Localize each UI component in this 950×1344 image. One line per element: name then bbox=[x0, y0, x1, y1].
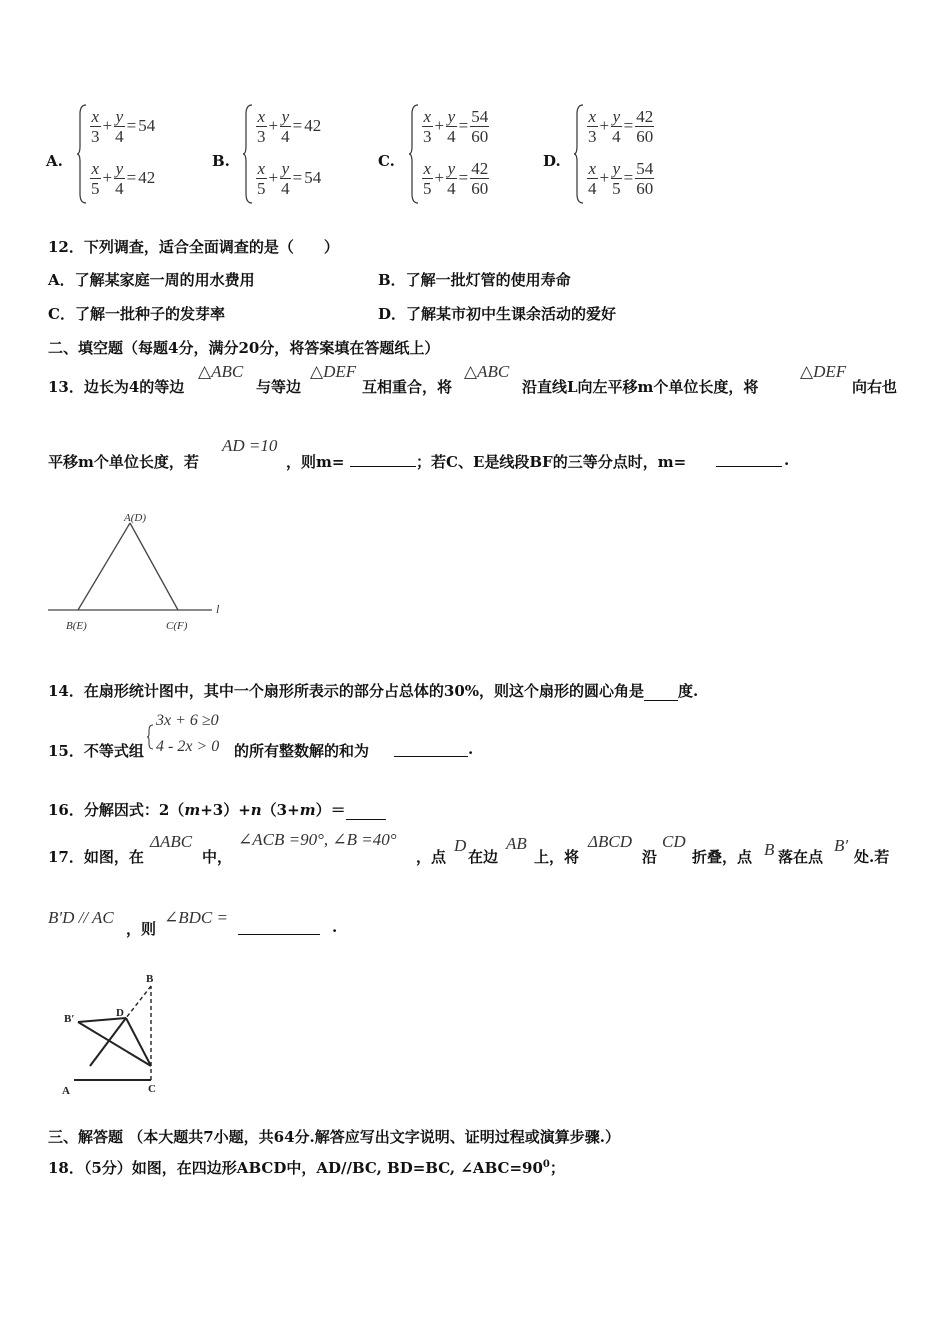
section-heading-solutions: 三、解答题 （本大题共7小题，共64分.解答应写出文字说明、证明过程或演算步骤.） bbox=[48, 1128, 620, 1146]
option-label: D. bbox=[543, 152, 561, 170]
q12-option-c[interactable]: C．了解一批种子的发芽率 bbox=[48, 305, 225, 323]
brace-icon bbox=[242, 104, 254, 204]
q12-option-b[interactable]: B．了解一批灯管的使用寿命 bbox=[378, 271, 571, 289]
q14: 14．在扇形统计图中，其中一个扇形所表示的部分占总体的30%，则这个扇形的圆心角是 度. bbox=[48, 682, 699, 700]
segment-d-a bbox=[90, 1018, 126, 1066]
label-a: A bbox=[62, 1085, 70, 1097]
option-d[interactable]: D. $\frac{x}{3}$ + $\frac{y}{4}$ = $\frac{42}{60}$ $\frac{x}{4}$ + $\frac{y}{5}$ = $\frac{54}{60}$ bbox=[543, 100, 693, 210]
brace-icon bbox=[408, 104, 420, 204]
q13-answer-blank-1[interactable] bbox=[350, 466, 416, 467]
brace-icon bbox=[146, 724, 154, 750]
label-be: B(E) bbox=[66, 620, 87, 632]
q13-line2: 平移m个单位长度，若 AD =10 ，则m= ；若C、E是线段BF的三等分点时，m= . bbox=[48, 436, 790, 471]
label-l: l bbox=[216, 602, 220, 616]
option-a[interactable]: A. $\frac{x}{3}$ + $\frac{y}{4}$ = 54 $\frac{x}{5}$ + $\frac{y}{4}$ = 42 bbox=[46, 100, 196, 210]
q12-option-a[interactable]: A．了解某家庭一周的用水费用 bbox=[48, 271, 255, 289]
q15-answer-blank[interactable] bbox=[394, 756, 468, 757]
q13-line1: 13．边长为4的等边 △ABC 与等边 △DEF 互相重合，将 △ABC 沿直线L向左平移m个单位长度，将 △DEF 向右也 bbox=[48, 362, 898, 396]
brace-icon bbox=[76, 104, 88, 204]
label-ad: A(D) bbox=[124, 512, 146, 524]
q14-answer-blank[interactable] bbox=[644, 682, 678, 701]
q16-answer-blank[interactable] bbox=[346, 801, 386, 820]
side-ac bbox=[130, 523, 178, 610]
q18-stem: 18．（5分）如图，在四边形ABCD中，AD//BC, BD=BC, $\angle ABC=90^0$； bbox=[48, 1159, 565, 1177]
label-d: D bbox=[116, 1007, 124, 1019]
label-bprime: B′ bbox=[64, 1013, 75, 1025]
q17-answer-blank[interactable] bbox=[238, 934, 320, 935]
option-label: C. bbox=[378, 152, 395, 170]
label-c: C bbox=[148, 1083, 156, 1095]
q17-line1: 17．如图，在 ΔABC 中， ∠ACB =90°, ∠B =40° ，点 D 在边 AB 上，将 ΔBCD 沿 CD 折叠，点 B 落在点 B′ 处.若 bbox=[48, 830, 890, 866]
option-c[interactable]: C. $\frac{x}{3}$ + $\frac{y}{4}$ = $\frac{54}{60}$ $\frac{x}{5}$ + $\frac{y}{4}$ = $\frac{42}{60}$ bbox=[378, 100, 528, 210]
q12-stem: 12．下列调查，适合全面调查的是（ ） bbox=[48, 238, 339, 256]
brace-icon bbox=[573, 104, 585, 204]
q15: 15．不等式组 3x + 6 ≥0 4 - 2x > 0 的所有整数解的和为 . bbox=[48, 712, 474, 760]
option-label: B. bbox=[212, 152, 230, 170]
q17-fold-figure bbox=[56, 968, 176, 1098]
label-b: B bbox=[146, 973, 154, 985]
side-ab bbox=[78, 523, 130, 610]
option-label: A. bbox=[46, 152, 63, 170]
segment-bd bbox=[126, 986, 151, 1018]
section-heading-fill-in: 二、填空题（每题4分，满分20分，将答案填在答题纸上） bbox=[48, 339, 440, 357]
label-cf: C(F) bbox=[166, 620, 188, 632]
q13-answer-blank-2[interactable] bbox=[716, 466, 782, 467]
q13-triangle-figure bbox=[40, 505, 240, 635]
q16: 16．分解因式：2（m+3）+n（3+m）＝ bbox=[48, 799, 386, 820]
q17-line2: B′D // AC ，则 ∠BDC = . bbox=[48, 908, 338, 938]
option-b[interactable]: B. $\frac{x}{3}$ + $\frac{y}{4}$ = 42 $\frac{x}{5}$ + $\frac{y}{4}$ = 54 bbox=[212, 100, 362, 210]
q12-option-d[interactable]: D．了解某市初中生课余活动的爱好 bbox=[378, 305, 617, 323]
